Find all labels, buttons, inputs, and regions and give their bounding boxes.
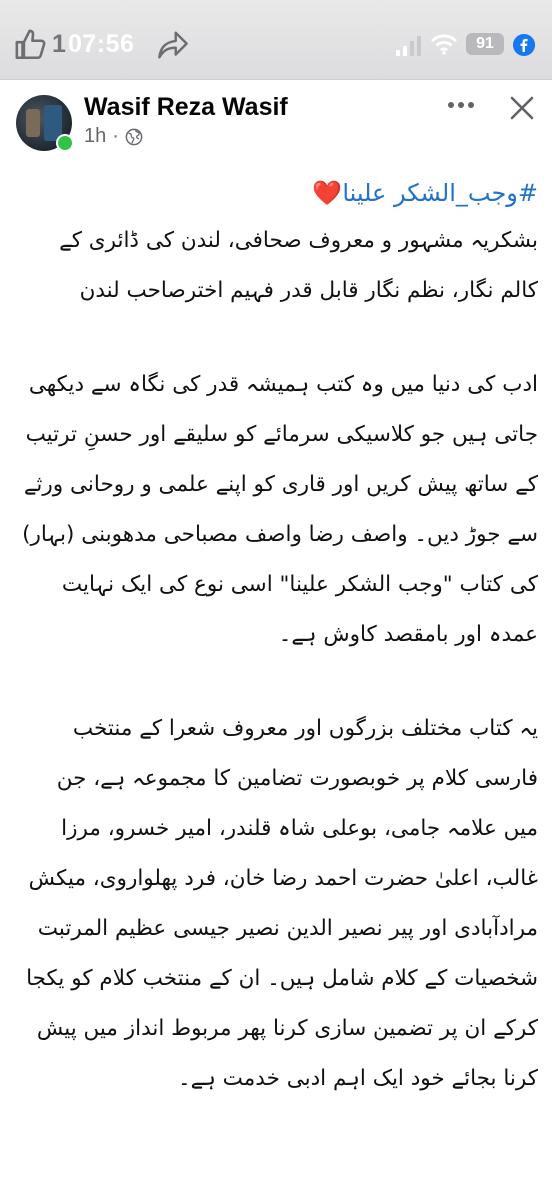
more-icon[interactable] xyxy=(447,100,475,110)
hashtag-link[interactable]: #وجب_الشکر علینا xyxy=(342,179,538,207)
post-meta xyxy=(84,125,143,148)
status-bar xyxy=(0,0,552,80)
share-icon[interactable] xyxy=(156,30,190,60)
meta-separator: · xyxy=(112,125,119,147)
post-paragraph: ادب کی دنیا میں وہ کتب ہمیشہ قدر کی نگاہ سے دیکھی جاتی ہیں جو کلاسیکی سرمائے کو سلیقے اور حسنِ ترتیب کے ساتھ پیش کریں اور قاری کو اپنے علمی و روحانی ورثے سے جوڑ دیں۔ واصف رضا واصف مصباحی مدھوبنی (بہار) کی کتاب "وجب الشکر علینا" اسی نوع کی ایک نہایت عمدہ اور بامقصد کاوش ہے۔ xyxy=(22,372,538,647)
close-icon[interactable] xyxy=(508,94,536,122)
post-time[interactable]: 1h xyxy=(84,125,107,147)
heart-emoji: ❤️ xyxy=(312,179,343,207)
wifi-icon xyxy=(430,33,458,55)
battery-icon xyxy=(466,33,504,55)
post-body xyxy=(18,170,538,1104)
hashtag-line xyxy=(18,170,538,216)
like-count: 1 xyxy=(52,30,66,58)
post-paragraph: بشکریہ مشہور و معروف صحافی، لندن کی ڈائری کے کالم نگار، نظم نگار قابل قدر فہیم اخترصاحب لندن xyxy=(59,228,538,303)
signal-icon xyxy=(396,36,422,56)
online-indicator xyxy=(56,134,74,152)
post-paragraph: یہ کتاب مختلف بزرگوں اور معروف شعرا کے منتخب فارسی کلام پر خوبصورت تضامین کا مجموعہ ہے، جن میں علامہ جامی، بوعلی شاہ قلندر، امیر خسرو، مرزا غالب، اعلیٰ حضرت احمد رضا خان، فرد پھلواروی، میکش مرادآبادی اور پیر نصیر الدین نصیر جیسی عظیم المرتبت شخصیات کے کلام شامل ہیں۔ ان کے منتخب کلام کو یکجا کرکے ان پر تضمین سازی کرنا پھر مربوط انداز میں پیش کرنا بجائے خود ایک اہم ادبی خدمت ہے۔ xyxy=(26,716,538,1091)
facebook-icon xyxy=(513,34,535,56)
author-name[interactable]: Wasif Reza Wasif xyxy=(84,93,288,121)
battery-level: 91 xyxy=(476,35,494,52)
clock-time: 07:56 xyxy=(68,30,135,58)
globe-icon xyxy=(125,128,143,146)
like-icon[interactable] xyxy=(14,28,48,62)
